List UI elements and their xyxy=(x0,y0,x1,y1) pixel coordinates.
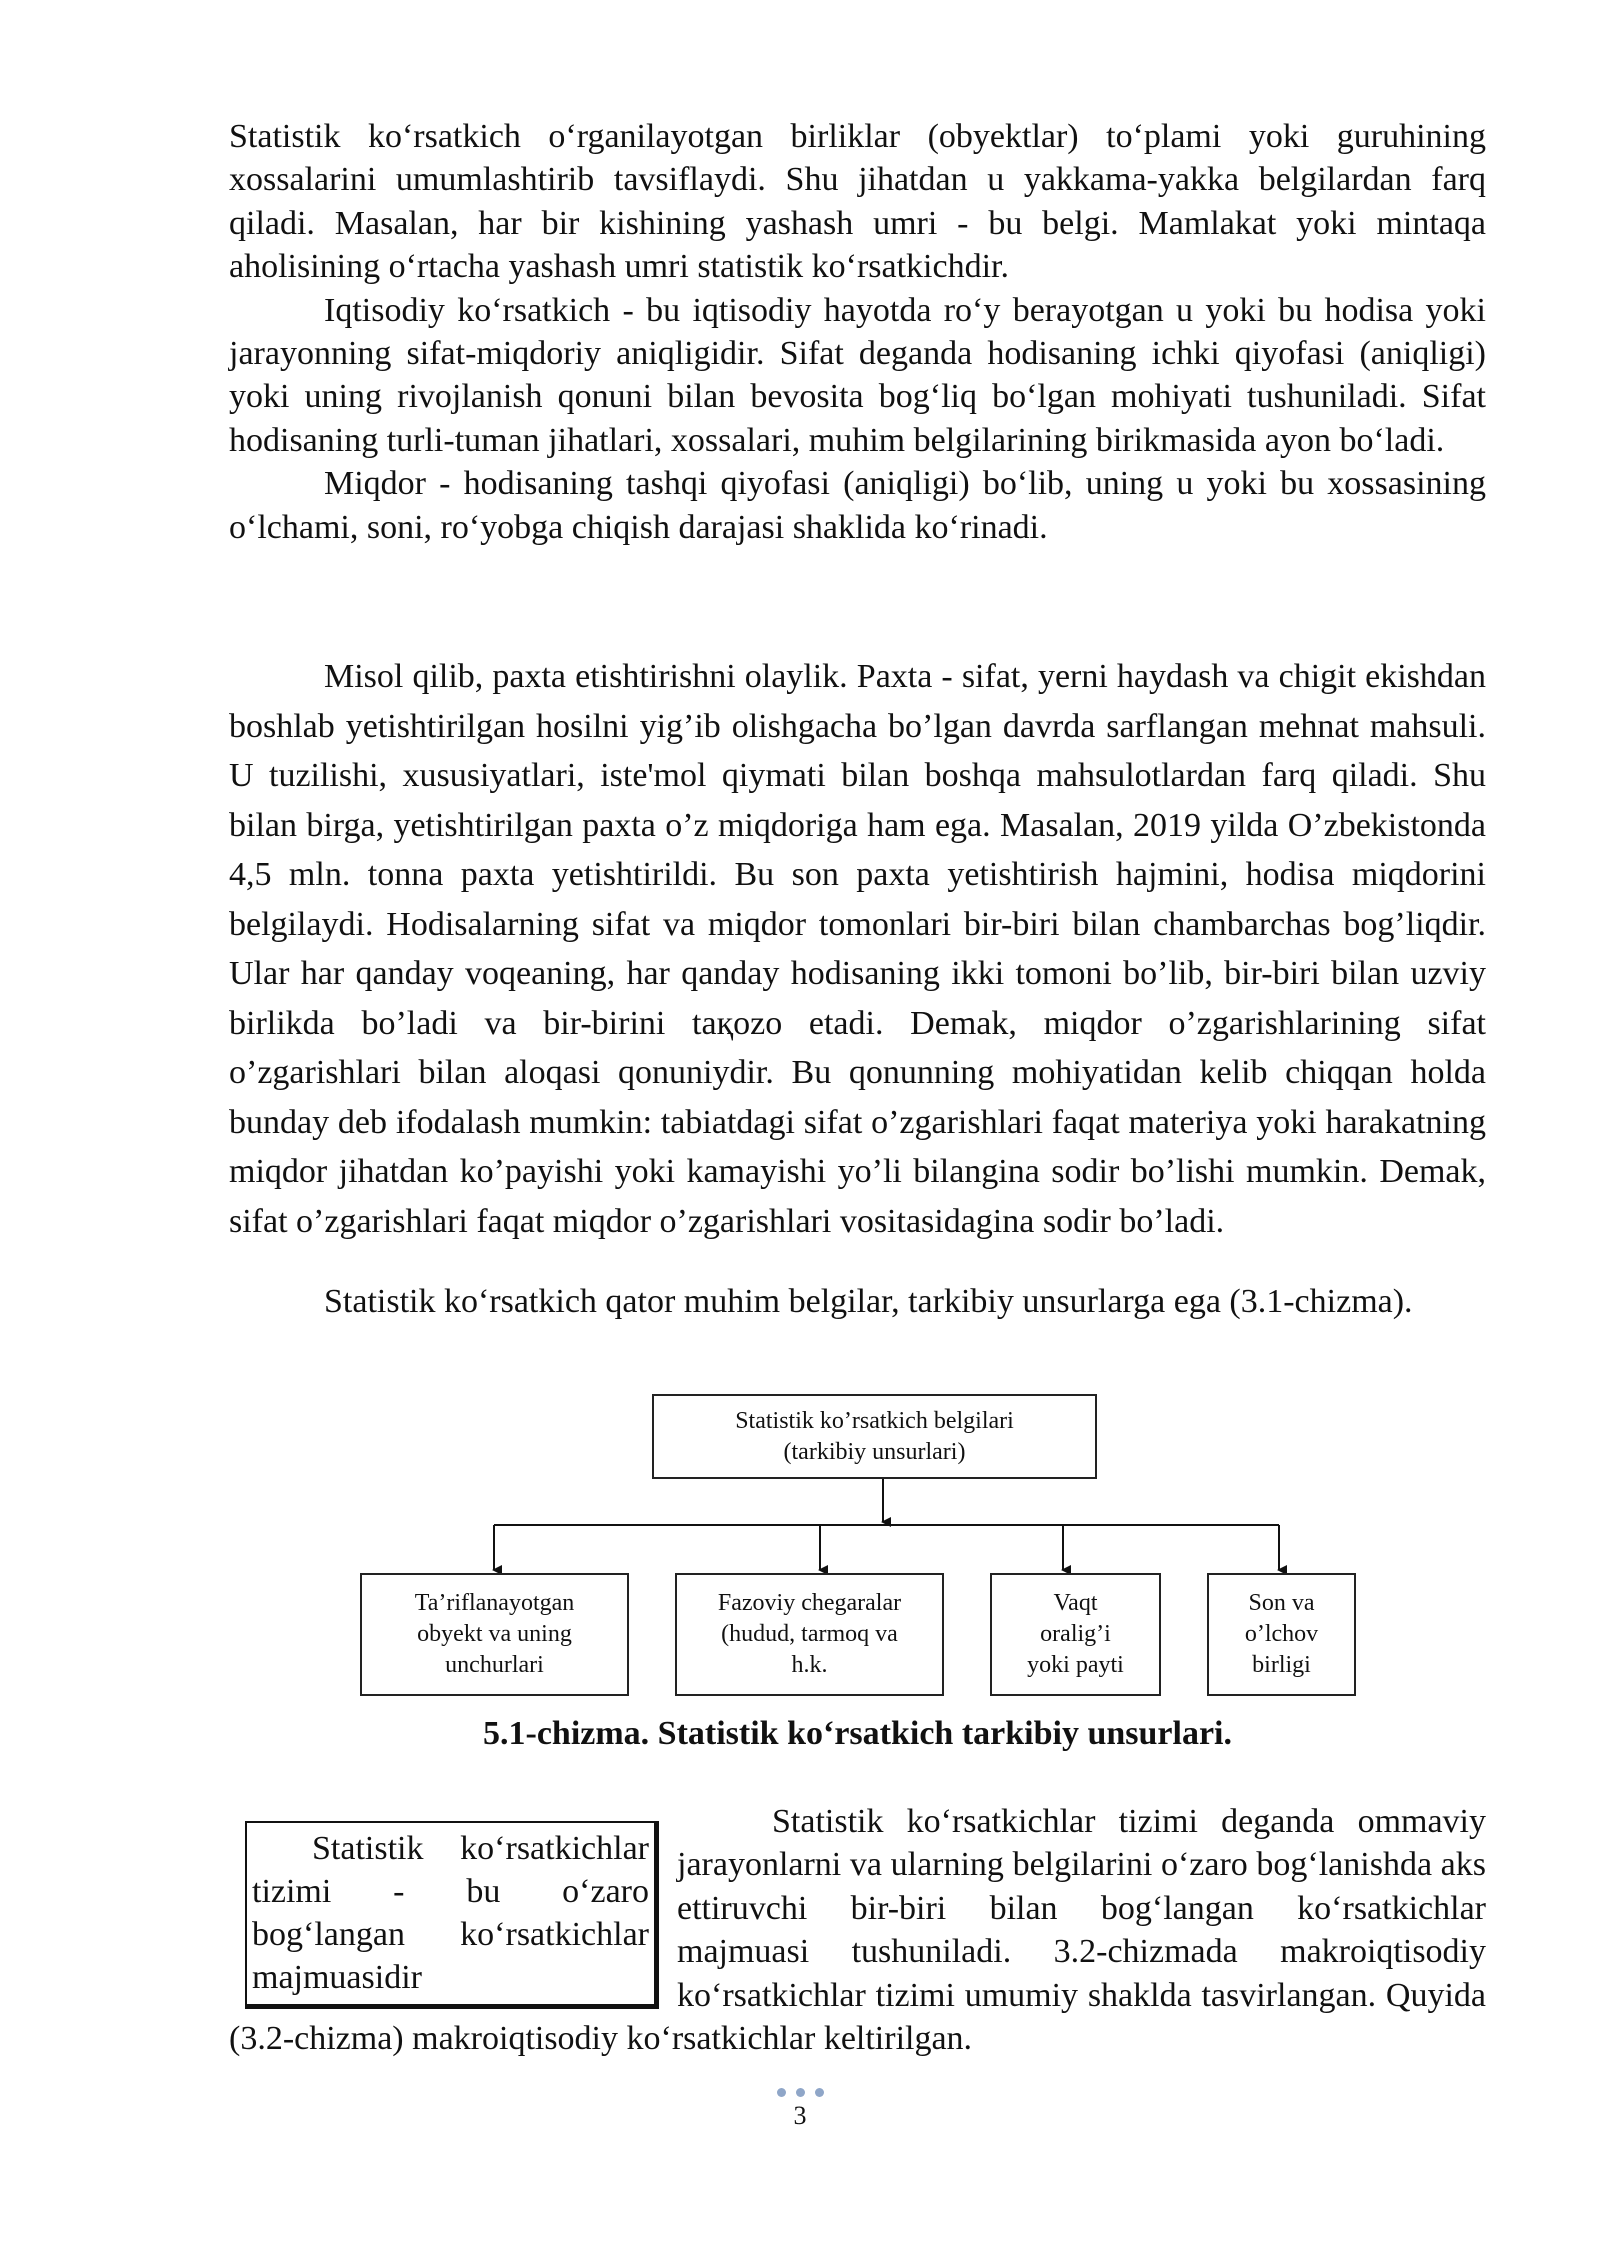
page-ornament-dots xyxy=(0,2084,1600,2102)
paragraph-paxta-example: Misol qilib, paxta etishtirishni olaylik. Paxta - sifat, yerni haydash va chigit ekishdan boshlab yetishtirilgan hosilni yig’ib olishgacha bo’lgan davrda sarflangan mehnat mahsuli. U tuzilishi, xususiyatlari, iste'mol qiymati bilan boshqa mahsulotlardan farq qiladi. Shu bilan birga, yetishtirilgan paxta o’z miqdoriga ham ega. Masalan, 2019 yilda O’zbekistonda 4,5 mln. tonna paxta yetishtirildi. Bu son paxta yetishtirish hajmini, hodisa miqdorini belgilaydi. Hodisalarning sifat va miqdor tomonlari bir-biri bilan chambarchas bog’liqdir. Ular har qanday voqeaning, har qanday hodisaning ikki tomoni bo’lib, bir-biri bilan uzviy birlikda bo’ladi va bir-birini taқozo etadi. Demak, miqdor o’zgarishlarining sifat o’zgarishlari bilan aloqasi qonuniydir. Bu qonunning mohiyatidan kelib chiqqan holda bunday deb ifodalash mumkin: tabiatdagi sifat o’zgarishlari faqat materiya yoki harakatning miqdor jihatdan ko’payishi yoki kamayishi yo’li bilangina sodir bo’lishi mumkin. Demak, sifat o’zgarishlari faqat miqdor o’zgarishlari vositasidagina sodir bo’ladi. xyxy=(229,658,1486,1240)
diagram-box-son xyxy=(1207,1573,1356,1696)
diagram-box-son-label: Son va o’lchov birligi xyxy=(1244,1590,1319,1678)
ornament-dot xyxy=(796,2088,805,2097)
paragraph-statistik-korsatkich: Statistik koʻrsatkich oʻrganilayotgan birliklar (obyektlar) toʻplami yoki guruhining xossalarini umumlashtirib tavsiflaydi. Shu jihatdan u yakkama-yakka belgilardan farq qiladi. Masalan, har bir kishining yashash umri - bu belgi. Mamlakat yoki mintaqa aholisining oʻrtacha yashash umri statistik koʻrsatkichdir. xyxy=(229,118,1486,286)
diagram-box-obyekt-label: Ta’riflanayotgan obyekt va uning unchurlari xyxy=(414,1590,575,1678)
definition-box: Statistik koʻrsatkichlar tizimi - bu oʻzaro bogʻlangan koʻrsatkichlar majmuasidir xyxy=(245,1821,659,2009)
diagram-intro-block xyxy=(229,1280,1486,1323)
intro-paragraphs xyxy=(229,115,1486,549)
paxta-example-block xyxy=(229,652,1486,1246)
diagram-root-box xyxy=(652,1394,1097,1479)
paragraph-korsatkichlar-tizimi-text: Statistik koʻrsatkichlar tizimi deganda ommaviy jarayonlarni va ularning belgilarini oʻzaro bogʻlanishda aks ettiruvchi bir-biri bilan bogʻlangan koʻrsatkichlar majmuasi tushuniladi. 3.2-chizmada makroiqtisodiy koʻrsatkichlar tizimi umumiy shaklda tasvirlangan. Quyida (3.2-chizma) makroiqtisodiy koʻrsatkichlar keltirilgan. xyxy=(229,1803,1486,2058)
diagram-box-obyekt xyxy=(360,1573,629,1696)
paragraph-miqdor: Miqdor - hodisaning tashqi qiyofasi (aniqligi) boʻlib, uning u yoki bu xossasining oʻlchami, soni, roʻyobga chiqish darajasi shaklida koʻrinadi. xyxy=(229,465,1486,546)
diagram-root-label: Statistik ko’rsatkich belgilari (tarkibiy unsurlari) xyxy=(735,1407,1014,1465)
ornament-dot xyxy=(777,2088,786,2097)
diagram-box-vaqt-label: Vaqt oralig’i yoki payti xyxy=(1027,1590,1124,1678)
diagram-box-fazoviy xyxy=(675,1573,944,1696)
figure-caption: 5.1-chizma. Statistik koʻrsatkich tarkibiy unsurlari. xyxy=(483,1715,1232,1752)
diagram-box-fazoviy-label: Fazoviy chegaralar (hudud, tarmoq va h.k. xyxy=(717,1590,902,1678)
paragraph-iqtisodiy-korsatkich: Iqtisodiy koʻrsatkich - bu iqtisodiy hayotda roʻy berayotgan u yoki bu hodisa yoki jarayonning sifat-miqdoriy aniqligidir. Sifat deganda hodisaning ichki qiyofasi (aniqligi) yoki uning rivojlanish qonuni bilan bevosita bogʻliq boʻlgan mohiyati tushuniladi. Sifat hodisaning turli-tuman jihatlari, xossalari, muhim belgilarining birikmasida ayon boʻladi. xyxy=(229,291,1486,459)
diagram-box-vaqt xyxy=(990,1573,1161,1696)
paragraph-diagram-intro: Statistik koʻrsatkich qator muhim belgilar, tarkibiy unsurlarga ega (3.1-chizma). xyxy=(324,1283,1413,1320)
ornament-dot xyxy=(815,2088,824,2097)
page-number: 3 xyxy=(793,2101,807,2130)
